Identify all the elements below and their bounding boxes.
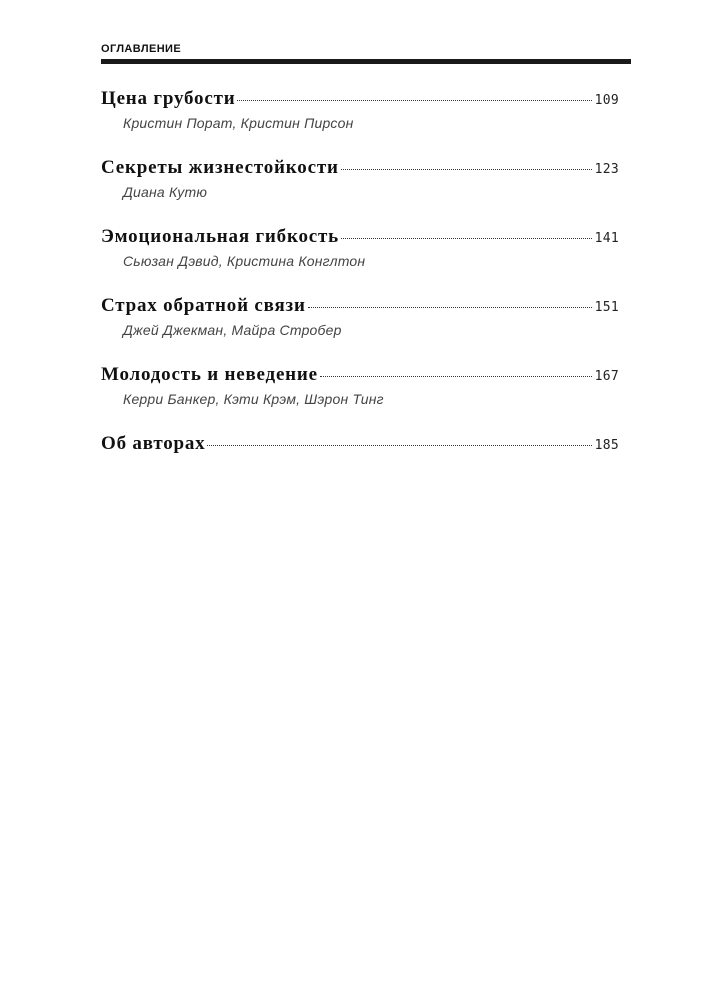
toc-entry-page-number: 109 [594,93,619,108]
dot-leader [237,100,591,101]
toc-entry-authors: Сьюзан Дэвид, Кристина Конглтон [123,253,366,269]
toc-entry [101,157,619,226]
toc-entry-authors: Кристин Порат, Кристин Пирсон [123,115,354,131]
dot-leader [341,238,592,239]
dot-leader [207,445,591,446]
toc-entry-title: Молодость и неведение [101,364,318,385]
header-rule [101,59,631,64]
toc-entry-line [101,295,619,319]
toc-entry [101,364,619,433]
toc-entry-page-number: 185 [594,438,619,453]
running-header-title: ОГЛАВЛЕНИЕ [101,43,182,55]
toc-entry [101,226,619,295]
toc-entry-page-number: 151 [594,300,619,315]
toc-entry-authors: Керри Банкер, Кэти Крэм, Шэрон Тинг [123,391,384,407]
toc-entry-title: Эмоциональная гибкость [101,226,339,247]
toc-entry-page-number: 141 [594,231,619,246]
toc-entry-authors: Диана Кутю [123,184,208,200]
toc-entry-line [101,364,619,388]
toc-entry-line [101,88,619,112]
toc-entry-line [101,433,619,457]
toc-entry-authors: Джей Джекман, Майра Стробер [123,322,342,338]
toc-entry-title: Об авторах [101,433,206,454]
toc-entry-title: Цена грубости [101,88,236,109]
toc-entry-title: Страх обратной связи [101,295,306,316]
page-header [101,43,605,55]
toc-entry-line [101,157,619,181]
toc-entry-line [101,226,619,250]
table-of-contents [101,88,619,502]
dot-leader [341,169,592,170]
toc-entry-page-number: 167 [594,369,619,384]
toc-entry [101,295,619,364]
dot-leader [308,307,592,308]
toc-entry [101,88,619,157]
toc-entry-title: Секреты жизнестойкости [101,157,339,178]
toc-entry [101,433,619,502]
toc-entry-page-number: 123 [594,162,619,177]
dot-leader [320,376,592,377]
